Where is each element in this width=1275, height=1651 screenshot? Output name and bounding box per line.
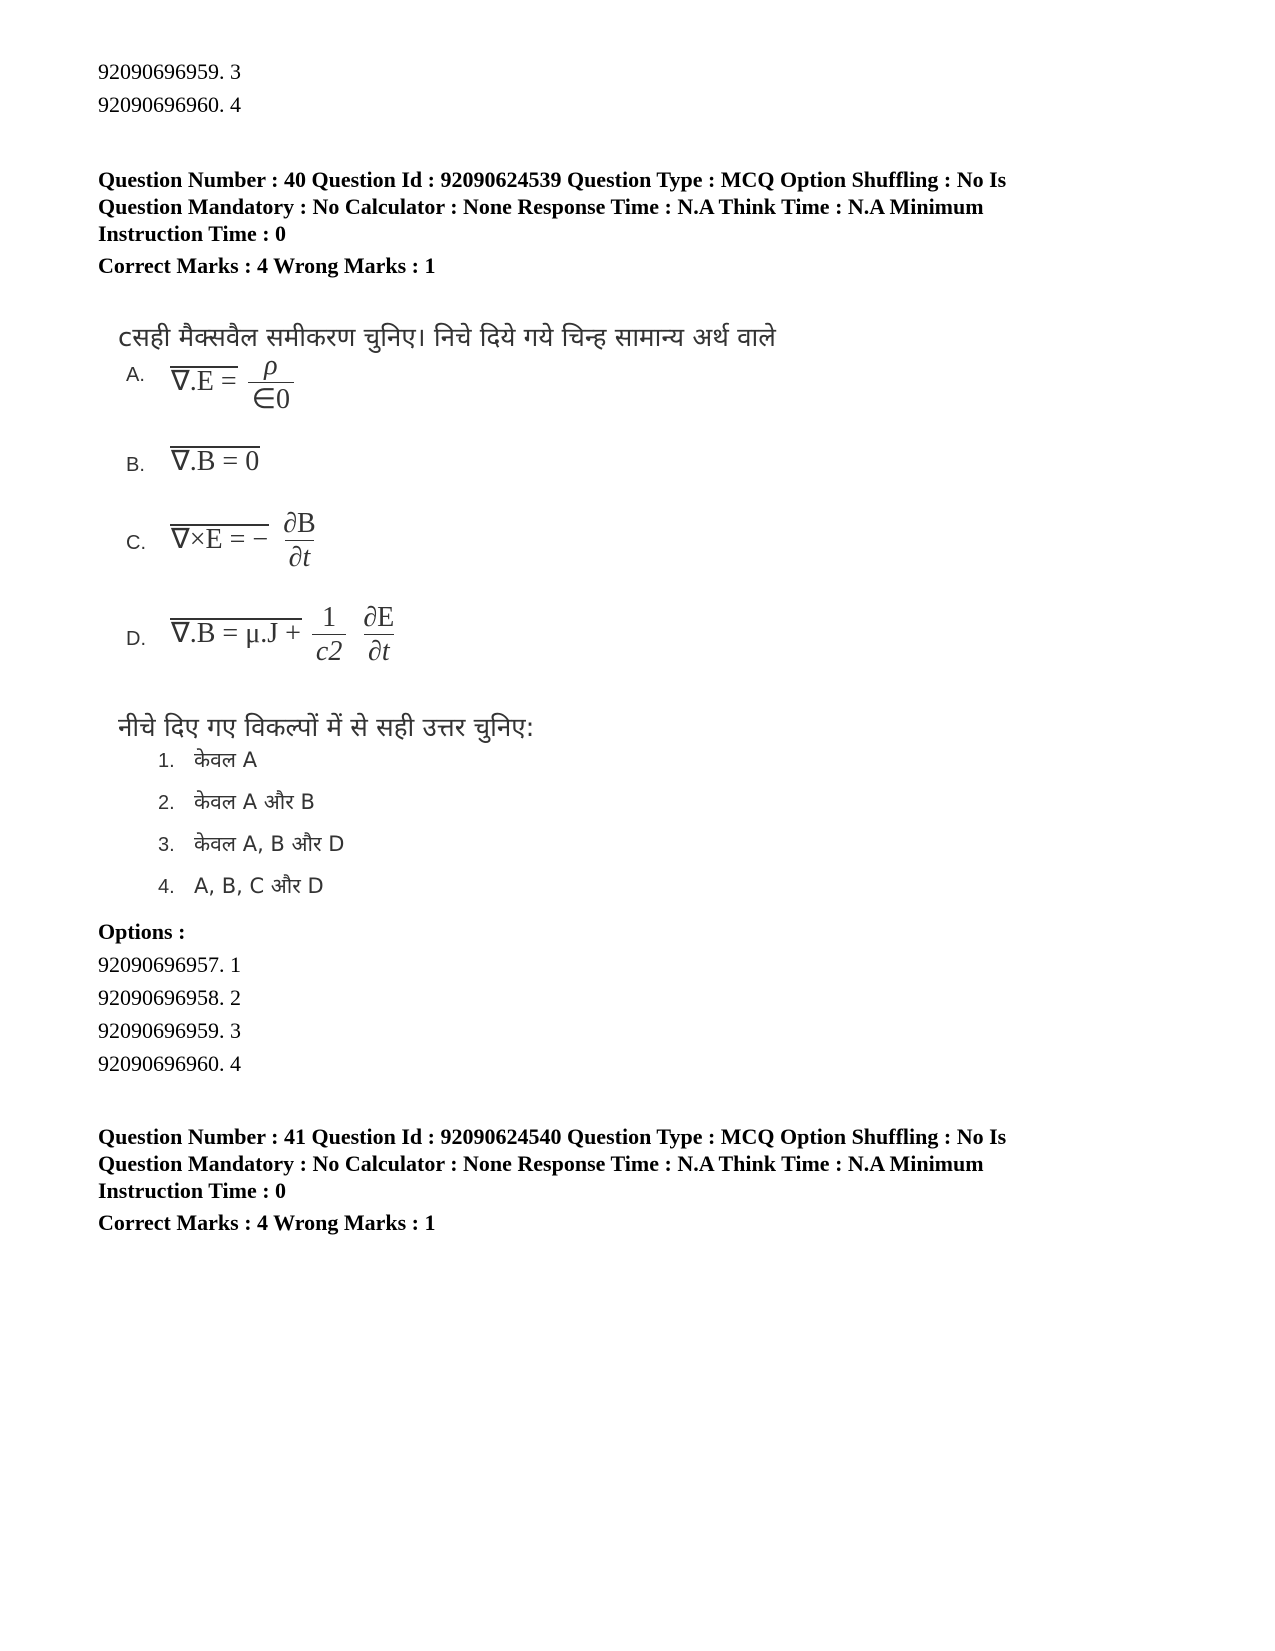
equation-label: D. bbox=[126, 628, 146, 650]
denominator: ∂t bbox=[285, 540, 315, 575]
option-line: 92090696959. 3 bbox=[98, 1018, 241, 1043]
numerator: ∂B bbox=[283, 508, 316, 539]
answer-choice bbox=[158, 746, 257, 774]
answer-choice-text: केवल A, B और D bbox=[194, 832, 345, 856]
equation-label: A. bbox=[126, 364, 145, 386]
equation-lhs: ∇.B = 0 bbox=[171, 446, 260, 477]
equation-d bbox=[170, 602, 401, 669]
numerator: ρ bbox=[264, 350, 278, 381]
question-header-line: Question Mandatory : No Calculator : None Response Time : N.A Think Time : N.A Minimum bbox=[98, 1151, 984, 1176]
fraction bbox=[248, 350, 294, 417]
fraction bbox=[279, 508, 320, 575]
answer-choice-number: 3. bbox=[158, 834, 175, 856]
numerator: 1 bbox=[322, 602, 337, 633]
denominator: c2 bbox=[312, 634, 346, 669]
answer-choice bbox=[158, 872, 324, 900]
option-line: 92090696960. 4 bbox=[98, 1051, 241, 1076]
answer-choice-text: केवल A bbox=[194, 748, 258, 772]
answer-choice-number: 2. bbox=[158, 792, 175, 814]
options-label: Options : bbox=[98, 919, 186, 944]
equation-b bbox=[170, 446, 260, 478]
denominator: ∂t bbox=[364, 634, 394, 669]
question-marks: Correct Marks : 4 Wrong Marks : 1 bbox=[98, 253, 436, 278]
answer-choice bbox=[158, 788, 315, 816]
denominator: ∈0 bbox=[248, 382, 294, 417]
question-header-line: Instruction Time : 0 bbox=[98, 1178, 287, 1203]
question-header-line: Question Mandatory : No Calculator : None Response Time : N.A Think Time : N.A Minimum bbox=[98, 194, 984, 219]
answer-choice-text: केवल A और B bbox=[194, 790, 315, 814]
option-line: 92090696960. 4 bbox=[98, 92, 241, 117]
fraction bbox=[312, 602, 346, 669]
choose-instruction: नीचे दिए गए विकल्पों में से सही उत्तर चुनिए: bbox=[118, 713, 535, 743]
answer-choice bbox=[158, 830, 344, 858]
equation-lhs: ∇×E = − bbox=[171, 523, 269, 555]
question-marks: Correct Marks : 4 Wrong Marks : 1 bbox=[98, 1210, 436, 1235]
equation-label: C. bbox=[126, 532, 146, 554]
fraction bbox=[359, 602, 398, 669]
equation-lhs: ∇.E = bbox=[171, 365, 237, 397]
option-line: 92090696958. 2 bbox=[98, 985, 241, 1010]
question-prompt: cसही मैक्सवैल समीकरण चुनिए। निचे दिये गये चिन्ह सामान्य अर्थ वाले bbox=[118, 323, 776, 353]
numerator: ∂E bbox=[363, 602, 395, 633]
equation-c bbox=[170, 508, 323, 575]
equation-a bbox=[170, 350, 297, 417]
question-header-line: Instruction Time : 0 bbox=[98, 221, 287, 246]
option-line: 92090696959. 3 bbox=[98, 59, 241, 84]
equation-label: B. bbox=[126, 454, 145, 476]
question-header-line: Question Number : 41 Question Id : 92090624540 Question Type : MCQ Option Shuffling : No Is bbox=[98, 1124, 1007, 1149]
answer-choice-number: 1. bbox=[158, 750, 175, 772]
equation-lhs: ∇.B = μ.J + bbox=[171, 617, 301, 649]
question-header-line: Question Number : 40 Question Id : 92090624539 Question Type : MCQ Option Shuffling : No Is bbox=[98, 167, 1007, 192]
option-line: 92090696957. 1 bbox=[98, 952, 241, 977]
answer-choice-number: 4. bbox=[158, 876, 175, 898]
question-image bbox=[110, 318, 790, 948]
answer-choice-text: A, B, C और D bbox=[194, 874, 324, 898]
